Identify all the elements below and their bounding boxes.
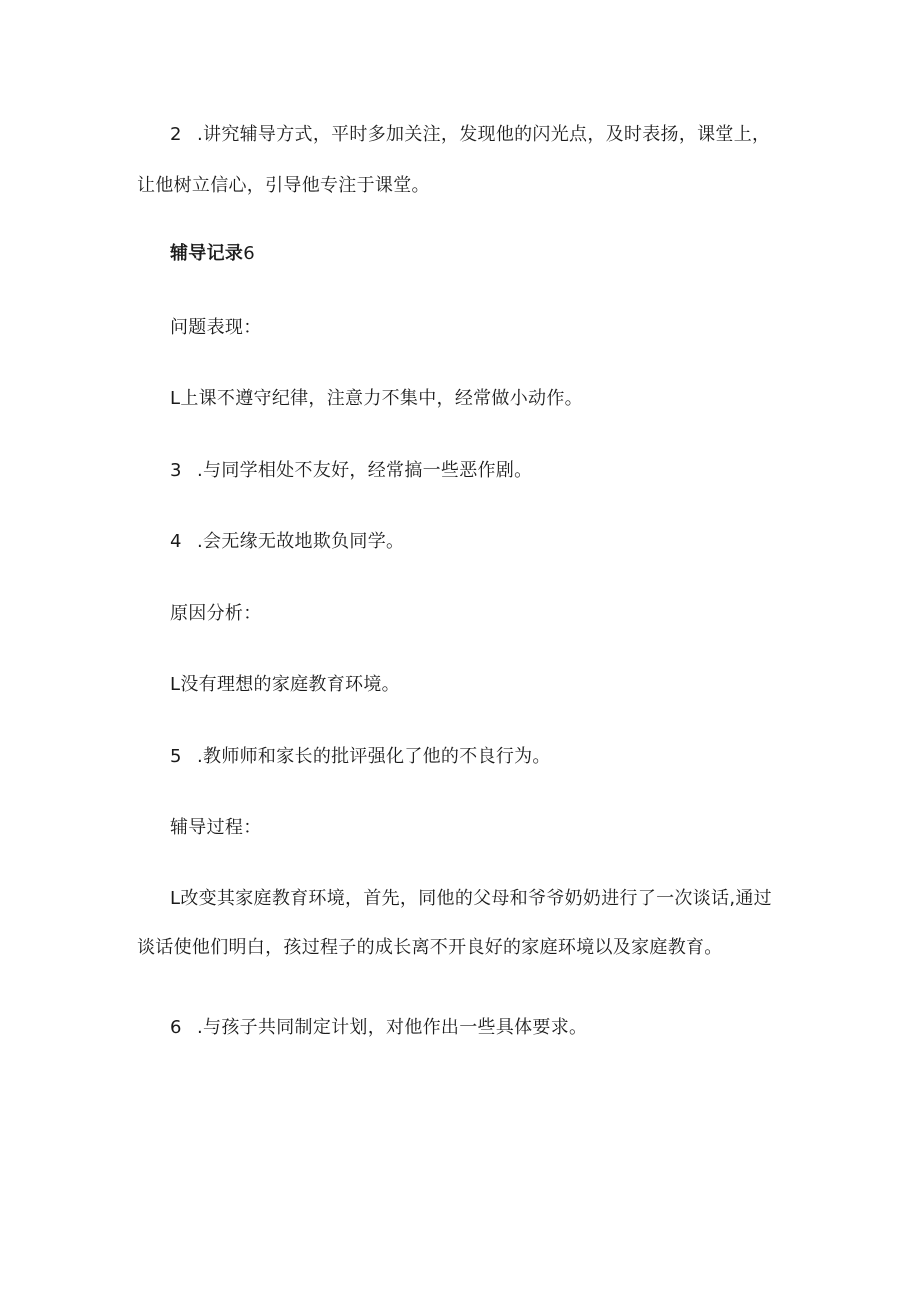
section-heading [170,242,255,266]
paragraph-continuation: 谈话使他们明白，孩过程子的成长离不开良好的家庭环境以及家庭教育。 [137,937,723,958]
paragraph-item-5 [170,745,551,769]
heading-number: 6 [243,243,255,264]
paragraph-text: .会无缘无故地欺负同学。 [197,531,405,552]
paragraph-continuation: 让他树立信心，引导他专注于课堂。 [137,175,430,196]
paragraph-item-3 [170,459,532,483]
heading-text: 辅导记录 [170,243,244,264]
item-number: 5 [170,746,182,767]
paragraph-item-4 [170,530,404,554]
label-cause: 原因分析： [170,603,262,624]
paragraph-item-1: L上课不遵守纪律，注意力不集中，经常做小动作。 [170,388,583,409]
paragraph-text: .与孩子共同制定计划，对他作出一些具体要求。 [197,1017,588,1038]
label-process: 辅导过程： [170,817,262,838]
paragraph-process-1: L改变其家庭教育环境，首先，同他的父母和爷爷奶奶进行了一次谈话,通过 [170,888,772,909]
paragraph-text: .与同学相处不友好，经常搞一些恶作剧。 [197,460,533,481]
paragraph-item-2 [170,123,770,147]
item-number: 6 [170,1017,182,1038]
item-number: 3 [170,460,182,481]
item-number: 4 [170,531,182,552]
paragraph-text: .讲究辅导方式，平时多加关注，发现他的闪光点，及时表扬，课堂上， [197,124,771,145]
item-number: 2 [170,124,182,145]
paragraph-cause-1: L没有理想的家庭教育环境。 [170,674,400,695]
label-problem: 问题表现： [170,317,262,338]
paragraph-text: .教师师和家长的批评强化了他的不良行为。 [197,746,551,767]
paragraph-item-6 [170,1016,587,1040]
